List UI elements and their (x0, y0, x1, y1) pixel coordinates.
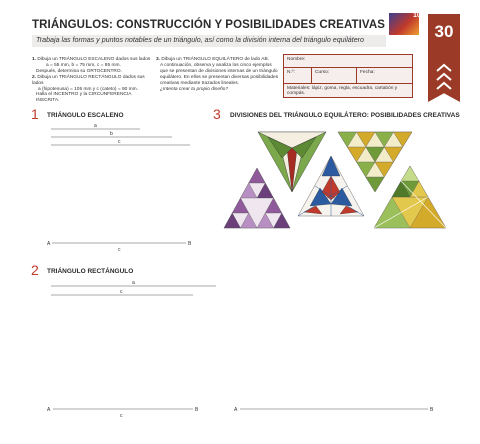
base-c-label: c (120, 413, 123, 419)
section-3-base (234, 407, 434, 413)
point-a-label: A (47, 241, 51, 247)
instruction-3: 3. Dibuja un TRIÁNGULO EQUILÁTERO de lado AB. (156, 57, 269, 62)
base-c-label: c (118, 247, 121, 253)
instruction-2-task: Halla el INCENTRO y la CIRCUNFERENCIA INSCRITA. (36, 92, 132, 104)
example-triangle-1 (258, 132, 326, 192)
date-field[interactable]: Fecha: (360, 70, 375, 75)
instruction-1: 1. Dibuja un TRIÁNGULO ESCALENO dados sus lados (32, 57, 151, 62)
section-2-segments (47, 280, 216, 419)
instruction-3-line: A continuación, observa y analiza los cinco ejemplos (160, 62, 272, 68)
course-field[interactable]: Curso: (312, 68, 357, 83)
section-2-title: TRIÁNGULO RECTÁNGULO (47, 268, 134, 275)
example-triangle-3 (224, 168, 290, 228)
instruction-3-line: equilátero. En ellos se presentan diversas posibilidades (160, 74, 279, 80)
instruction-1-values: a = 55 mm, b = 75 mm, c = 85 mm. (46, 62, 121, 68)
materials-note: Materiales: lápiz, goma, regla, escuadra, cartabón y compás. (287, 86, 398, 96)
number-field[interactable]: N.º: (284, 68, 312, 83)
instruction-2-values: a (hipotenusa) = 105 mm y c (cateto) = 90 mm. (38, 86, 138, 92)
unit-number: 30 (434, 22, 454, 41)
segment-b-label: b (110, 131, 113, 137)
point-a-label: A (47, 407, 51, 413)
instruction-1-task: Después, determina su ORTOCENTRO. (36, 68, 122, 74)
section-2-number: 2 (31, 262, 39, 278)
page-title: TRIÁNGULOS: CONSTRUCCIÓN Y POSIBILIDADES CREATIVAS (32, 19, 386, 31)
segment-a-label: a (132, 280, 135, 286)
point-a-label: A (234, 407, 238, 413)
instruction-3-line: que se presentan de divisiones internas de un triángulo (160, 68, 278, 74)
instruction-3-line: creativas mediante trazados lineales. (160, 80, 239, 86)
example-triangle-4 (298, 156, 364, 216)
page-subtitle: Trabaja las formas y puntos notables de un triángulo, así como la división interna del triángulo equilátero (36, 36, 364, 44)
section-1-number: 1 (31, 106, 39, 122)
point-b-label: B (430, 407, 434, 413)
point-b-label: B (195, 407, 199, 413)
section-3-number: 3 (213, 106, 221, 122)
instruction-2: 2. Dibuja un TRIÁNGULO RECTÁNGULO dados sus lados (32, 74, 145, 86)
segment-c-label: c (118, 139, 121, 145)
thumbnail-number: 10 (413, 12, 421, 19)
instruction-3-line: ¿Intenta crear tu propio diseño? (160, 86, 228, 92)
name-field[interactable]: Nombre: (287, 57, 306, 62)
segment-a-label: a (94, 123, 97, 129)
segment-c-label: c (120, 289, 123, 295)
section-1-title: TRIÁNGULO ESCALENO (47, 112, 124, 119)
section-3-title: DIVISIONES DEL TRIÁNGULO EQUILÁTERO: POSIBILIDADES CREATIVAS (230, 112, 460, 119)
point-b-label: B (188, 241, 192, 247)
section-1-segments (47, 123, 192, 253)
